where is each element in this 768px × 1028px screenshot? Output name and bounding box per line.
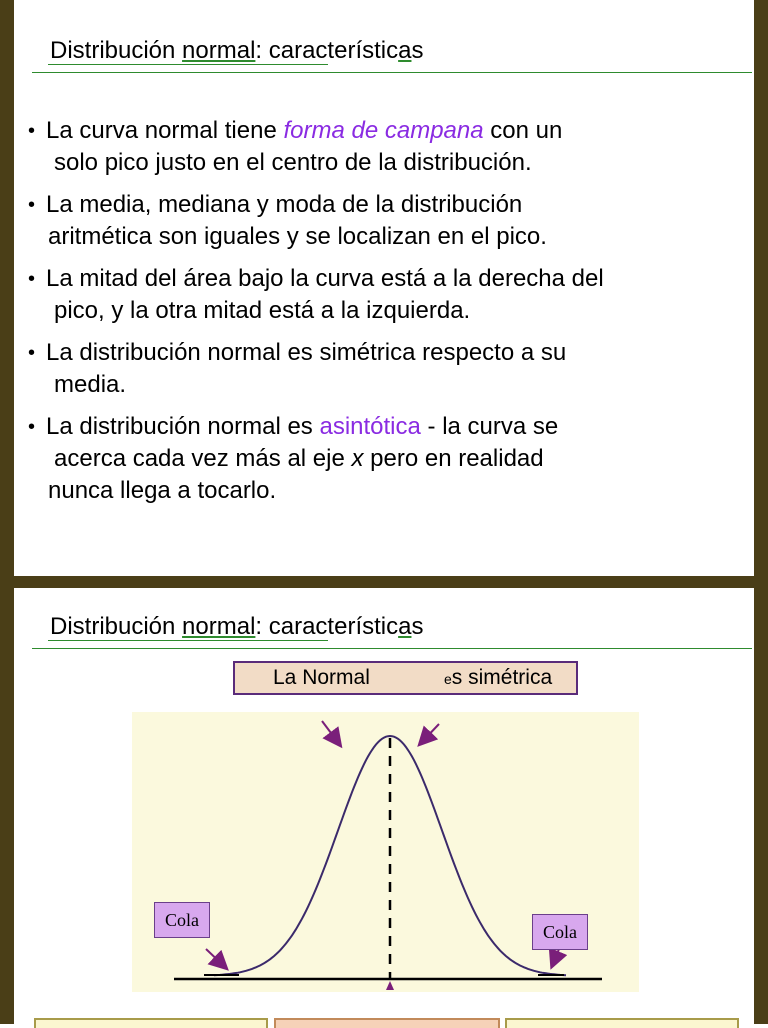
footer-box-left	[34, 1018, 268, 1028]
left-tail-arrow-icon	[206, 949, 226, 968]
bullet-dot-icon: •	[28, 120, 36, 142]
slide-2-title: Distribución normal: características	[50, 613, 424, 640]
bullet-item: • La media, mediana y moda de la distribución aritmética son iguales y se localizan en el pico.	[28, 191, 547, 250]
left-peak-arrow-icon	[322, 721, 340, 745]
bullet-dot-icon: •	[28, 342, 36, 364]
label-right: es simétrica	[444, 666, 553, 689]
bullet-item: • La distribución normal es asintótica - la curva se acerca cada vez más al eje x pero en realidad nunca llega a tocarlo.	[28, 413, 559, 504]
right-peak-arrow-icon	[420, 724, 439, 744]
right-tail-arrow-icon	[552, 949, 559, 966]
footer-box-right	[505, 1018, 739, 1028]
mean-marker-icon	[386, 981, 394, 990]
slide-separator	[0, 576, 768, 588]
slide-1-title: Distribución normal: características	[50, 37, 424, 64]
cola-left-label: Cola	[154, 902, 210, 938]
bullet-dot-icon: •	[28, 416, 36, 438]
bullet-dot-icon: •	[28, 268, 36, 290]
normal-curve-diagram	[14, 588, 754, 1024]
slide-2	[0, 588, 768, 1024]
cola-right-label: Cola	[532, 914, 588, 950]
footer-box-middle	[274, 1018, 500, 1028]
title-rule	[32, 72, 752, 73]
bullet-item: • La distribución normal es simétrica respecto a su media.	[28, 339, 567, 398]
bullet-item: • La curva normal tiene forma de campana con un solo pico justo en el centro de la distribución.	[28, 117, 563, 176]
bullet-dot-icon: •	[28, 194, 36, 216]
title-underline	[48, 64, 328, 65]
bullet-item: • La mitad del área bajo la curva está a la derecha del pico, y la otra mitad está a la izquierda.	[28, 265, 604, 324]
label-left: La Normal	[273, 666, 370, 689]
bullet-list	[24, 115, 759, 517]
